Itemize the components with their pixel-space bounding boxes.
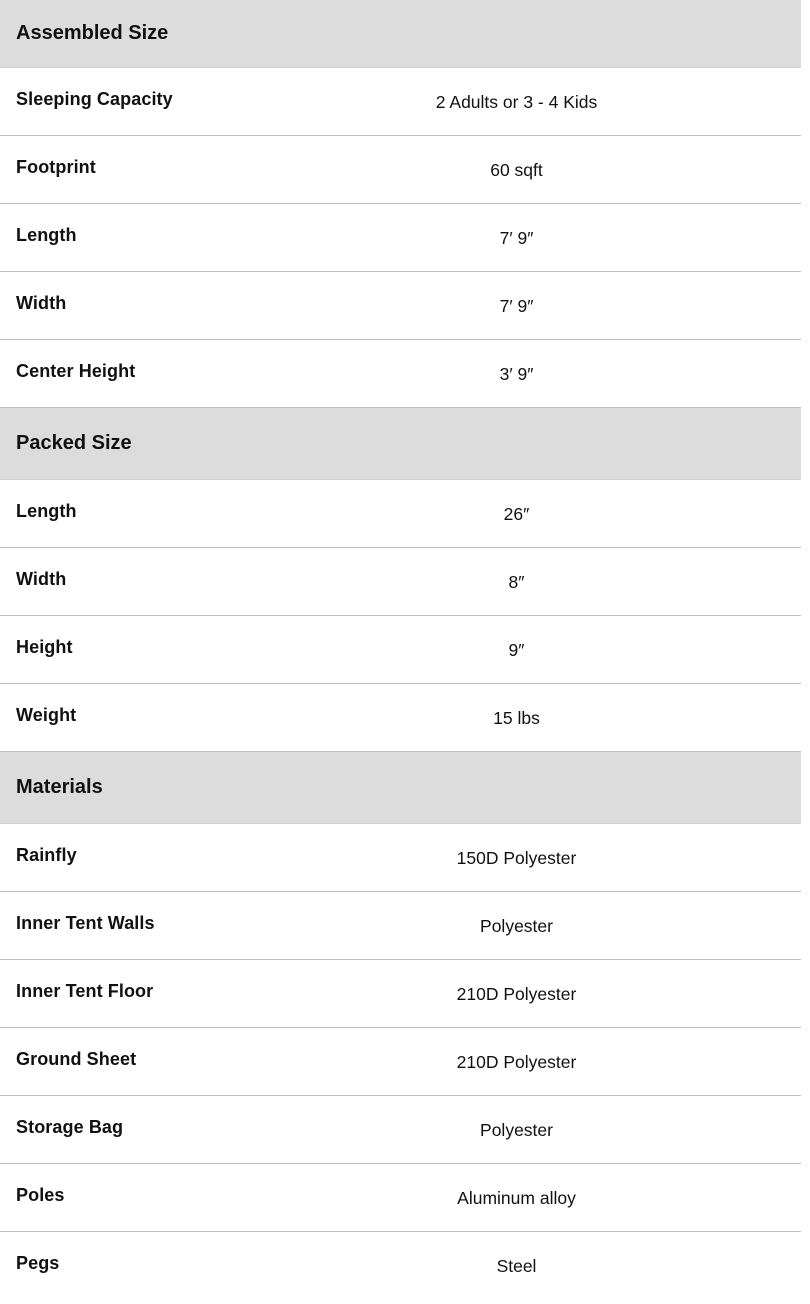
spec-row-pegs bbox=[0, 1232, 801, 1300]
spec-value: 8″ bbox=[508, 572, 525, 592]
spec-value: 3′ 9″ bbox=[499, 364, 534, 384]
spec-value: Aluminum alloy bbox=[457, 1188, 576, 1208]
spec-label: Rainfly bbox=[16, 845, 77, 865]
spec-value: 15 lbs bbox=[493, 708, 540, 728]
spec-row-ground-sheet bbox=[0, 1028, 801, 1096]
spec-value: Steel bbox=[496, 1256, 537, 1276]
spec-row-packed-height bbox=[0, 616, 801, 684]
spec-value: 2 Adults or 3 - 4 Kids bbox=[435, 92, 598, 112]
spec-label: Ground Sheet bbox=[16, 1049, 137, 1069]
spec-label: Footprint bbox=[16, 157, 96, 177]
spec-row-assembled-width bbox=[0, 272, 801, 340]
spec-row-weight bbox=[0, 684, 801, 752]
spec-row-inner-tent-walls bbox=[0, 892, 801, 960]
spec-value: Polyester bbox=[480, 1120, 553, 1140]
spec-value: 150D Polyester bbox=[456, 848, 577, 868]
spec-row-sleeping-capacity bbox=[0, 68, 801, 136]
section-title: Assembled Size bbox=[0, 0, 801, 68]
spec-row-poles bbox=[0, 1164, 801, 1232]
spec-row-rainfly bbox=[0, 824, 801, 892]
spec-label: Weight bbox=[16, 705, 77, 725]
spec-value: 9″ bbox=[508, 640, 525, 660]
spec-value: 210D Polyester bbox=[456, 1052, 577, 1072]
spec-label: Width bbox=[16, 569, 67, 589]
spec-row-inner-tent-floor bbox=[0, 960, 801, 1028]
spec-label: Pegs bbox=[16, 1253, 60, 1273]
spec-label: Inner Tent Walls bbox=[16, 913, 155, 933]
spec-value: 210D Polyester bbox=[456, 984, 577, 1004]
spec-label: Width bbox=[16, 293, 67, 313]
spec-value: 60 sqft bbox=[490, 160, 543, 180]
spec-row-packed-length bbox=[0, 480, 801, 548]
spec-label: Poles bbox=[16, 1185, 65, 1205]
spec-label: Center Height bbox=[16, 361, 136, 381]
spec-label: Storage Bag bbox=[16, 1117, 124, 1137]
spec-label: Length bbox=[16, 501, 77, 521]
spec-row-storage-bag bbox=[0, 1096, 801, 1164]
spec-label: Length bbox=[16, 225, 77, 245]
spec-row-assembled-length bbox=[0, 204, 801, 272]
spec-label: Height bbox=[16, 637, 73, 657]
section-title: Packed Size bbox=[0, 408, 801, 480]
spec-value: 7′ 9″ bbox=[499, 296, 534, 316]
section-header-materials bbox=[0, 752, 801, 824]
spec-row-footprint bbox=[0, 136, 801, 204]
spec-value: 7′ 9″ bbox=[499, 228, 534, 248]
section-header-assembled-size bbox=[0, 0, 801, 68]
section-header-packed-size bbox=[0, 408, 801, 480]
spec-value: Polyester bbox=[480, 916, 553, 936]
spec-value: 26″ bbox=[503, 504, 530, 524]
section-title: Materials bbox=[0, 752, 801, 824]
spec-label: Sleeping Capacity bbox=[16, 89, 173, 109]
spec-row-center-height bbox=[0, 340, 801, 408]
spec-row-packed-width bbox=[0, 548, 801, 616]
spec-label: Inner Tent Floor bbox=[16, 981, 154, 1001]
